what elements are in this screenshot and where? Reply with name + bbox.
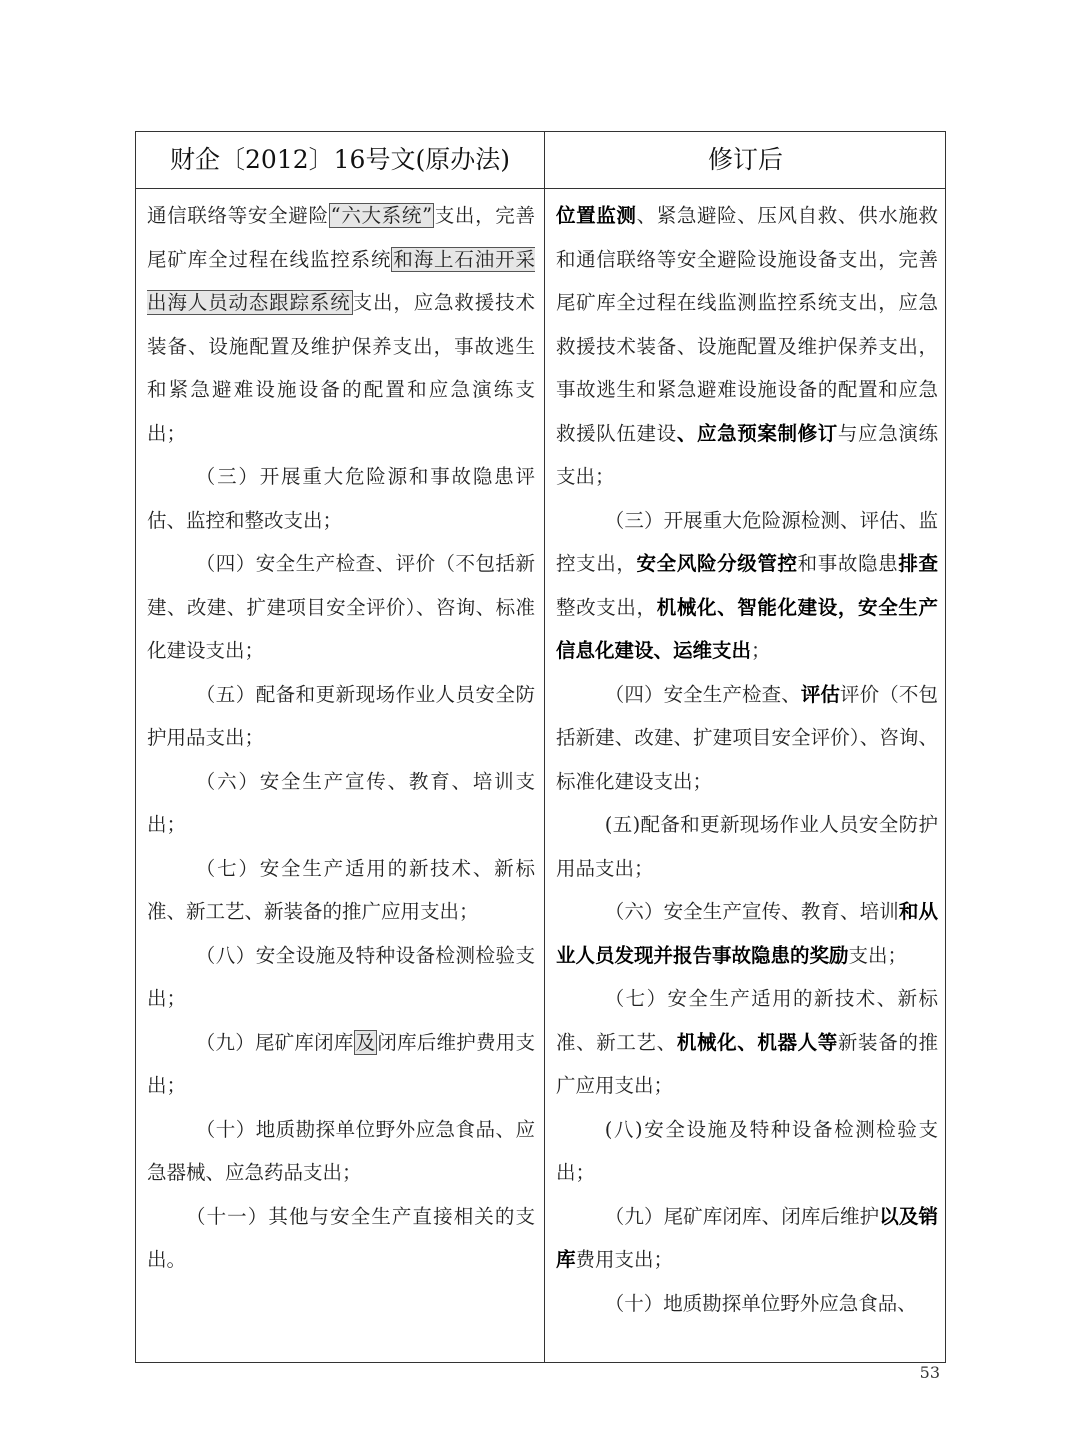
highlight-box: 和海上石油开采出海人员动态跟踪系统 [147,247,535,314]
page-number: 53 [919,1363,940,1382]
left-paragraph-10: （十）地质勘探单位野外应急食品、应急器械、应急药品支出； [147,1117,535,1184]
left-paragraph-11: （十一）其他与安全生产直接相关的支出。 [147,1204,535,1271]
column-divider [544,132,545,1362]
left-paragraph-6: （六）安全生产宣传、教育、培训支出； [147,769,535,836]
right-paragraph-1: 位置监测、紧急避险、压风自救、供水施救和通信联络等安全避险设施设备支出，完善尾矿库全过程在线监测监控系统支出，应急救援技术装备、设施配置及维护保养支出，事故逃生和紧急避难设施设备的配置和应急救援队伍建设、应急预案制修订与应急演练支出； [556,204,938,488]
left-paragraph-1: 通信联络等安全避险 “六大系统” 支出，完善尾矿库全过程在线监控系统 和海上石油开采出海人员动态跟踪系统 支出，应急救援技术装备、设施配置及维护保养支出，事故逃生和紧急避难设施设备的配置和应急演练支出； [147,204,535,445]
left-paragraph-7: （七）安全生产适用的新技术、新标准、新工艺、新装备的推广应用支出； [147,856,535,923]
right-paragraph-9: （九）尾矿库闭库、闭库后维护以及销库费用支出； [556,1204,938,1271]
left-paragraph-5: （五）配备和更新现场作业人员安全防护用品支出； [147,682,535,749]
right-paragraph-10: （十）地质勘探单位野外应急食品、 [604,1291,917,1315]
right-paragraph-4: （四）安全生产检查、评估评价（不包括新建、改建、扩建项目安全评价）、咨询、标准化建设支出； [556,682,938,793]
right-paragraph-7: （七）安全生产适用的新技术、新标准、新工艺、机械化、机器人等新装备的推广应用支出； [556,987,938,1097]
left-paragraph-9: （九）尾矿库闭库 及 闭库后维护费用支出； [147,1030,535,1097]
highlight-box: 及 [355,1030,376,1054]
left-column-original [147,194,535,1282]
header-divider [136,188,945,189]
right-paragraph-8: (八)安全设施及特种设备检测检验支出； [556,1117,938,1184]
right-paragraph-5: (五)配备和更新现场作业人员安全防护用品支出； [556,813,938,880]
right-paragraph-3: （三）开展重大危险源检测、评估、监控支出，安全风险分级管控和事故隐患排查整改支出，机械化、智能化建设，安全生产信息化建设、运维支出； [556,508,938,662]
comparison-table [135,131,946,1363]
right-paragraph-6: （六）安全生产宣传、教育、培训和从业人员发现并报告事故隐患的奖励支出； [556,900,938,967]
header-left-title: 财企〔2012〕16号文(原办法) [170,145,510,174]
left-paragraph-3: （三）开展重大危险源和事故隐患评估、监控和整改支出； [147,465,535,532]
left-paragraph-4: （四）安全生产检查、评价（不包括新建、改建、扩建项目安全评价）、咨询、标准化建设支出； [147,552,535,662]
header-right-title: 修订后 [707,145,783,174]
highlight-box: “六大系统” [330,204,433,227]
left-paragraph-8: （八）安全设施及特种设备检测检验支出； [147,943,535,1010]
right-column-revised [556,194,938,1325]
